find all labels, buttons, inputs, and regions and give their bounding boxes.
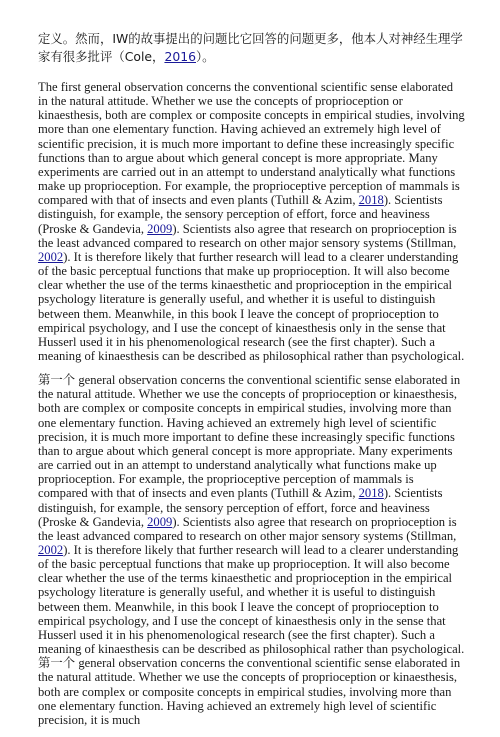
document-page [38,30,466,737]
p1-text-2: ). Scientists distinguish, for example, the sensory perception of effort, force and heaviness (Proske & Gandevia, [38,193,443,236]
citation-link-2018[interactable]: 2018 [358,193,384,208]
citation-link-2009[interactable]: 2009 [147,514,173,529]
intro-end: ）。 [195,49,215,64]
p2-text-4: ). It is therefore likely that further research will lead to a clearer understanding of the basic perceptual functions that make up proprioception. It will also become clear whether the use of the terms kinaesthetic and proprioception in the empirical psychology literature is generally useful, and whether it is useful to distinguish between them. Meanwhile, in this book I leave the concept of proprioception to empirical psychology, and I use the concept of kinaesthesis only in the sense that Husserl used it in his phenomenological research (see the first chapter). Such a meaning of kinaesthesis can be described as philosophical rather than psychological. [38,543,465,657]
citation-link-2016[interactable]: 2016 [164,49,196,64]
citation-link-2009[interactable]: 2009 [147,221,173,236]
intro-paragraph [38,30,466,66]
citation-link-2018[interactable]: 2018 [358,486,384,501]
p1-text-3: ). Scientists also agree that research on proprioception is the least advanced compared to research on other major sensory systems (Stillman, [38,221,457,250]
paragraph-2 [38,373,466,727]
p2-text-5: general observation concerns the conventional scientific sense elaborated in the natural attitude. Whether we use the concepts of proprioception or kinaesthesis, both are complex or composite concepts in empirical studies, involving more than one elementary function. Having achieved an extremely high level of scientific precision, it is much [38,656,461,727]
p2-lead: 第一个 [38,372,76,388]
intro-text: 定义。然而，IW的故事提出的问题比它回答的问题更多，他本人对神经生理学家有很多批评（Cole， [38,31,463,64]
citation-link-2002[interactable]: 2002 [38,249,64,264]
paragraph-1 [38,80,466,363]
p2-text-2: ). Scientists distinguish, for example, the sensory perception of effort, force and heaviness (Proske & Gandevia, [38,486,443,529]
p2-text-3: ). Scientists also agree that research on proprioception is the least advanced compared to research on other major sensory systems (Stillman, [38,514,457,543]
p1-text-1: The first general observation concerns the conventional scientific sense elaborated in the natural attitude. Whether we use the concepts of proprioception or kinaesthesis, both are complex or composite concepts in empirical studies, involving more than one elementary function. Having achieved an extremely high level of scientific precision, it is much more important to define these increasingly specific functions than to argue about which general concept is more appropriate. Many experiments are carried out in an attempt to understand analytically what functions make up proprioception. For example, the proprioceptive perception of mammals is compared with that of insects and even plants (Tuthill & Azim, [38,80,465,208]
p2-text-1: general observation concerns the conventional scientific sense elaborated in the natural attitude. Whether we use the concepts of proprioception or kinaesthesis, both are complex or composite concepts in empirical studies, involving more than one elementary function. Having achieved an extremely high level of scientific precision, it is much more important to define these increasingly specific functions than to argue about which general concept is more appropriate. Many experiments are carried out in an attempt to understand analytically what functions make up proprioception. For example, the proprioceptive perception of mammals is compared with that of insects and even plants (Tuthill & Azim, [38,373,461,501]
p2-lead-2: 第一个 [38,655,76,671]
p1-text-4: ). It is therefore likely that further research will lead to a clearer understanding of the basic perceptual functions that make up proprioception. It will also become clear whether the use of the terms kinaesthetic and proprioception in the empirical psychology literature is generally useful, and whether it is useful to distinguish between them. Meanwhile, in this book I leave the concept of proprioception to empirical psychology, and I use the concept of kinaesthesis only in the sense that Husserl used it in his phenomenological research (see the first chapter). Such a meaning of kinaesthesis can be described as philosophical rather than psychological. [38,249,465,363]
citation-link-2002[interactable]: 2002 [38,543,64,557]
